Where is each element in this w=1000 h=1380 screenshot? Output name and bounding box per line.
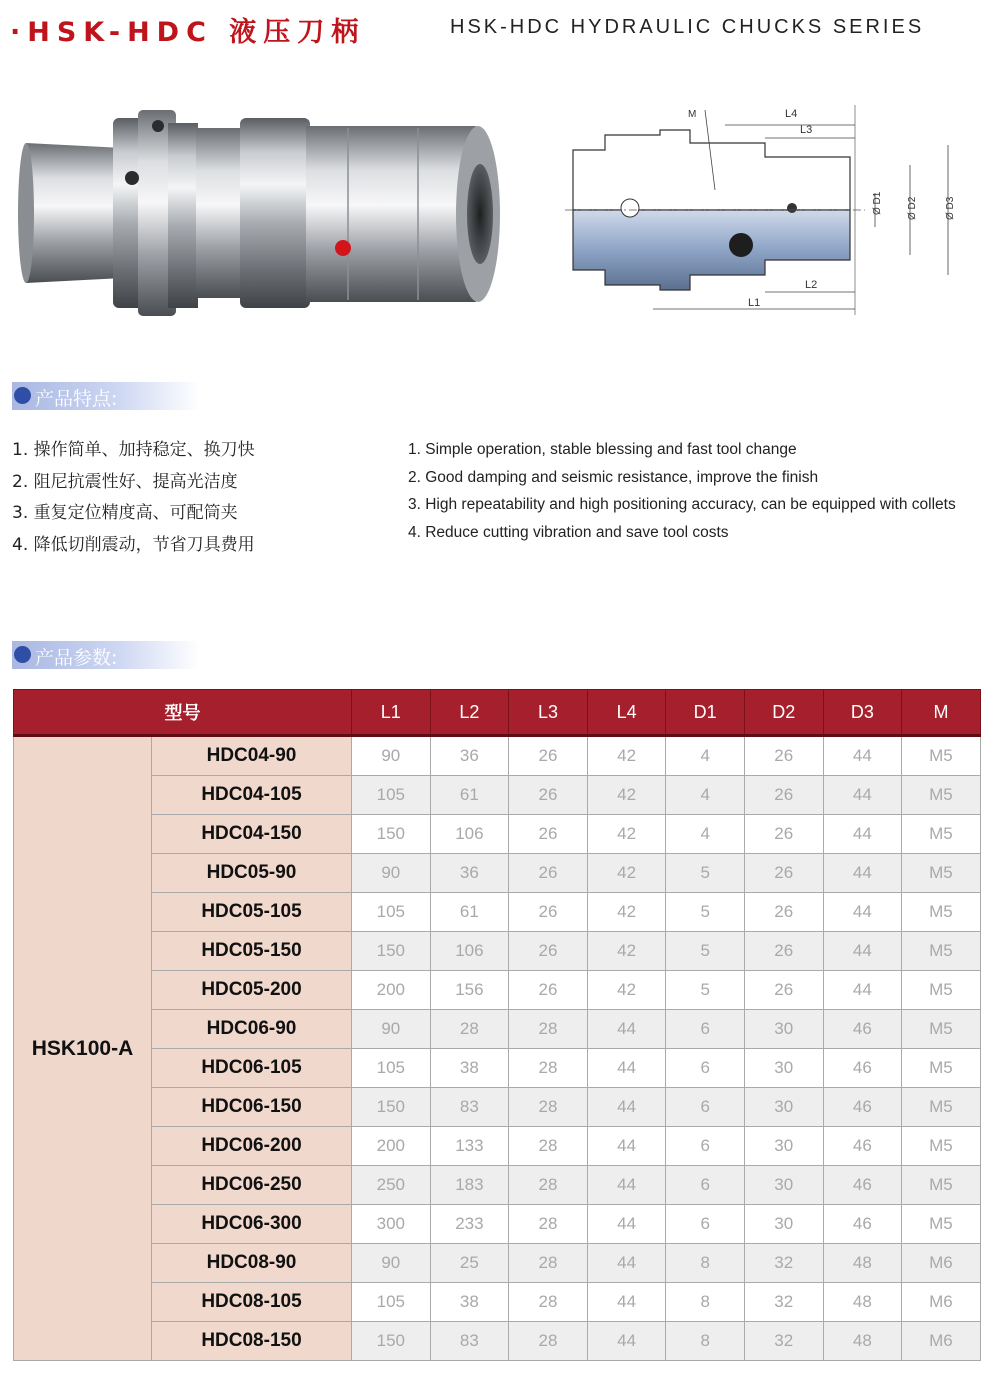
value-cell: 26 <box>744 815 823 854</box>
header-d3: D3 <box>823 690 902 736</box>
label-l1: L1 <box>748 297 761 309</box>
model-cell: HDC05-200 <box>152 971 352 1010</box>
value-cell: 28 <box>509 1283 588 1322</box>
value-cell: M5 <box>902 932 981 971</box>
value-cell: 105 <box>352 893 431 932</box>
value-cell: 200 <box>352 971 431 1010</box>
value-cell: 36 <box>430 854 509 893</box>
value-cell: M5 <box>902 776 981 815</box>
value-cell: 6 <box>666 1205 745 1244</box>
value-cell: M5 <box>902 1166 981 1205</box>
value-cell: 5 <box>666 854 745 893</box>
value-cell: 28 <box>509 1088 588 1127</box>
group-cell: HSK100-A <box>14 736 152 1361</box>
value-cell: 32 <box>744 1322 823 1361</box>
hydraulic-chuck-image <box>18 98 508 328</box>
value-cell: 6 <box>666 1010 745 1049</box>
value-cell: 42 <box>587 893 666 932</box>
value-cell: 156 <box>430 971 509 1010</box>
value-cell: 250 <box>352 1166 431 1205</box>
feature-cn-3: 3. 重复定位精度高、可配筒夹 <box>12 503 238 523</box>
table-row <box>14 1283 981 1322</box>
value-cell: 150 <box>352 932 431 971</box>
value-cell: 133 <box>430 1127 509 1166</box>
value-cell: 6 <box>666 1166 745 1205</box>
value-cell: 38 <box>430 1049 509 1088</box>
value-cell: 4 <box>666 776 745 815</box>
value-cell: 5 <box>666 893 745 932</box>
header-l4: L4 <box>587 690 666 736</box>
value-cell: M5 <box>902 1088 981 1127</box>
features-section-header <box>12 382 200 410</box>
feature-en-3: 3. High repeatability and high positioning accuracy, can be equipped with collets <box>408 496 956 513</box>
value-cell: 4 <box>666 736 745 776</box>
value-cell: M6 <box>902 1322 981 1361</box>
model-cell: HDC06-200 <box>152 1127 352 1166</box>
value-cell: 300 <box>352 1205 431 1244</box>
value-cell: 28 <box>509 1010 588 1049</box>
value-cell: 26 <box>509 854 588 893</box>
value-cell: 36 <box>430 736 509 776</box>
value-cell: 32 <box>744 1244 823 1283</box>
value-cell: 6 <box>666 1049 745 1088</box>
bullet-icon <box>14 387 31 404</box>
value-cell: 44 <box>587 1244 666 1283</box>
header-d1: D1 <box>666 690 745 736</box>
value-cell: 150 <box>352 1088 431 1127</box>
value-cell: 90 <box>352 1244 431 1283</box>
value-cell: 28 <box>509 1244 588 1283</box>
value-cell: 38 <box>430 1283 509 1322</box>
value-cell: 150 <box>352 815 431 854</box>
table-row <box>14 854 981 893</box>
model-cell: HDC06-300 <box>152 1205 352 1244</box>
table-row <box>14 1088 981 1127</box>
model-cell: HDC06-250 <box>152 1166 352 1205</box>
value-cell: 6 <box>666 1088 745 1127</box>
value-cell: 26 <box>509 815 588 854</box>
technical-drawing <box>565 95 965 327</box>
model-cell: HDC08-150 <box>152 1322 352 1361</box>
table-row <box>14 893 981 932</box>
value-cell: M5 <box>902 1010 981 1049</box>
value-cell: 26 <box>744 893 823 932</box>
value-cell: 30 <box>744 1049 823 1088</box>
value-cell: 83 <box>430 1322 509 1361</box>
value-cell: 26 <box>509 971 588 1010</box>
value-cell: M5 <box>902 854 981 893</box>
header-l1: L1 <box>352 690 431 736</box>
value-cell: 44 <box>587 1049 666 1088</box>
title-cn: ·HSK-HDC 液压刀柄 <box>10 17 366 48</box>
value-cell: 105 <box>352 776 431 815</box>
table-row <box>14 736 981 776</box>
label-m: M <box>688 109 697 120</box>
table-row <box>14 1010 981 1049</box>
value-cell: 42 <box>587 815 666 854</box>
table-row <box>14 1205 981 1244</box>
header-d2: D2 <box>744 690 823 736</box>
value-cell: 48 <box>823 1283 902 1322</box>
value-cell: 44 <box>823 736 902 776</box>
header-l3: L3 <box>509 690 588 736</box>
model-cell: HDC06-150 <box>152 1088 352 1127</box>
value-cell: 28 <box>509 1049 588 1088</box>
value-cell: 46 <box>823 1088 902 1127</box>
table-row <box>14 1049 981 1088</box>
value-cell: 42 <box>587 971 666 1010</box>
value-cell: 4 <box>666 815 745 854</box>
params-section-title: 产品参数: <box>35 647 118 669</box>
value-cell: 26 <box>509 736 588 776</box>
label-l2: L2 <box>805 279 818 291</box>
product-photo <box>18 98 508 328</box>
table-row <box>14 1166 981 1205</box>
model-cell: HDC04-90 <box>152 736 352 776</box>
value-cell: 44 <box>587 1283 666 1322</box>
model-cell: HDC08-90 <box>152 1244 352 1283</box>
value-cell: M5 <box>902 893 981 932</box>
model-cell: HDC05-150 <box>152 932 352 971</box>
features-list-cn <box>12 435 392 561</box>
value-cell: 42 <box>587 776 666 815</box>
table-row <box>14 1244 981 1283</box>
value-cell: 105 <box>352 1283 431 1322</box>
value-cell: 44 <box>823 932 902 971</box>
value-cell: 28 <box>509 1127 588 1166</box>
model-cell: HDC06-105 <box>152 1049 352 1088</box>
table-header-row <box>14 690 981 736</box>
value-cell: 28 <box>509 1166 588 1205</box>
value-cell: 26 <box>509 893 588 932</box>
feature-cn-2: 2. 阻尼抗震性好、提高光洁度 <box>12 471 238 492</box>
label-d3: Ø D3 <box>945 196 956 220</box>
value-cell: 25 <box>430 1244 509 1283</box>
feature-cn-1: 1. 操作简单、加持稳定、换刀快 <box>12 440 255 460</box>
value-cell: 26 <box>744 971 823 1010</box>
value-cell: 6 <box>666 1127 745 1166</box>
value-cell: 44 <box>823 776 902 815</box>
value-cell: 26 <box>509 932 588 971</box>
value-cell: 26 <box>509 776 588 815</box>
value-cell: 61 <box>430 776 509 815</box>
label-l4: L4 <box>785 108 798 120</box>
value-cell: 30 <box>744 1205 823 1244</box>
value-cell: 61 <box>430 893 509 932</box>
value-cell: 42 <box>587 854 666 893</box>
feature-en-2: 2. Good damping and seismic resistance, improve the finish <box>408 468 819 486</box>
value-cell: 44 <box>823 815 902 854</box>
value-cell: 44 <box>823 854 902 893</box>
label-d1: Ø D1 <box>872 191 883 215</box>
value-cell: 5 <box>666 932 745 971</box>
features-list-en <box>408 436 988 546</box>
model-cell: HDC05-105 <box>152 893 352 932</box>
table-row <box>14 776 981 815</box>
value-cell: 44 <box>587 1010 666 1049</box>
value-cell: 48 <box>823 1322 902 1361</box>
table-body <box>14 736 981 1361</box>
value-cell: M5 <box>902 1205 981 1244</box>
params-section-header <box>12 641 200 669</box>
value-cell: 233 <box>430 1205 509 1244</box>
table-row <box>14 815 981 854</box>
model-cell: HDC05-90 <box>152 854 352 893</box>
table-row <box>14 971 981 1010</box>
label-d2: Ø D2 <box>907 196 918 220</box>
value-cell: 26 <box>744 776 823 815</box>
value-cell: 8 <box>666 1283 745 1322</box>
value-cell: 32 <box>744 1283 823 1322</box>
feature-en-1: 1. Simple operation, stable blessing and fast tool change <box>408 441 797 458</box>
value-cell: 30 <box>744 1088 823 1127</box>
value-cell: 105 <box>352 1049 431 1088</box>
value-cell: M5 <box>902 1127 981 1166</box>
table-row <box>14 1127 981 1166</box>
value-cell: 42 <box>587 736 666 776</box>
value-cell: 183 <box>430 1166 509 1205</box>
value-cell: 46 <box>823 1166 902 1205</box>
value-cell: 46 <box>823 1010 902 1049</box>
feature-cn-4: 4. 降低切削震动，节省刀具费用 <box>12 534 255 555</box>
value-cell: 30 <box>744 1166 823 1205</box>
value-cell: 28 <box>509 1322 588 1361</box>
value-cell: M5 <box>902 815 981 854</box>
value-cell: M6 <box>902 1283 981 1322</box>
dimension-drawing <box>565 95 965 327</box>
value-cell: 30 <box>744 1010 823 1049</box>
model-cell: HDC04-105 <box>152 776 352 815</box>
bullet-icon <box>14 646 31 663</box>
value-cell: 28 <box>430 1010 509 1049</box>
value-cell: 26 <box>744 854 823 893</box>
value-cell: 46 <box>823 1205 902 1244</box>
value-cell: 150 <box>352 1322 431 1361</box>
value-cell: 44 <box>823 971 902 1010</box>
value-cell: 44 <box>587 1127 666 1166</box>
value-cell: M5 <box>902 1049 981 1088</box>
value-cell: 44 <box>587 1322 666 1361</box>
value-cell: 44 <box>587 1166 666 1205</box>
features-section-title: 产品特点: <box>35 388 118 410</box>
value-cell: 90 <box>352 854 431 893</box>
table-row <box>14 1322 981 1361</box>
value-cell: 42 <box>587 932 666 971</box>
table-row <box>14 932 981 971</box>
model-cell: HDC06-90 <box>152 1010 352 1049</box>
value-cell: 46 <box>823 1049 902 1088</box>
title-en: HSK-HDC HYDRAULIC CHUCKS SERIES <box>450 16 925 38</box>
feature-en-4: 4. Reduce cutting vibration and save tool costs <box>408 523 729 541</box>
page-header <box>0 0 1000 56</box>
value-cell: 90 <box>352 1010 431 1049</box>
value-cell: 106 <box>430 815 509 854</box>
model-cell: HDC08-105 <box>152 1283 352 1322</box>
value-cell: 8 <box>666 1244 745 1283</box>
value-cell: 44 <box>823 893 902 932</box>
value-cell: 200 <box>352 1127 431 1166</box>
value-cell: 83 <box>430 1088 509 1127</box>
value-cell: M5 <box>902 971 981 1010</box>
value-cell: 26 <box>744 736 823 776</box>
spec-table <box>13 689 981 1361</box>
value-cell: 8 <box>666 1322 745 1361</box>
header-model: 型号 <box>14 690 352 736</box>
header-l2: L2 <box>430 690 509 736</box>
value-cell: 106 <box>430 932 509 971</box>
header-m: M <box>902 690 981 736</box>
value-cell: M6 <box>902 1244 981 1283</box>
model-cell: HDC04-150 <box>152 815 352 854</box>
label-l3: L3 <box>800 124 813 136</box>
value-cell: 26 <box>744 932 823 971</box>
value-cell: 44 <box>587 1088 666 1127</box>
value-cell: 90 <box>352 736 431 776</box>
value-cell: 46 <box>823 1127 902 1166</box>
value-cell: 48 <box>823 1244 902 1283</box>
value-cell: 28 <box>509 1205 588 1244</box>
value-cell: 44 <box>587 1205 666 1244</box>
value-cell: 30 <box>744 1127 823 1166</box>
value-cell: 5 <box>666 971 745 1010</box>
value-cell: M5 <box>902 736 981 776</box>
